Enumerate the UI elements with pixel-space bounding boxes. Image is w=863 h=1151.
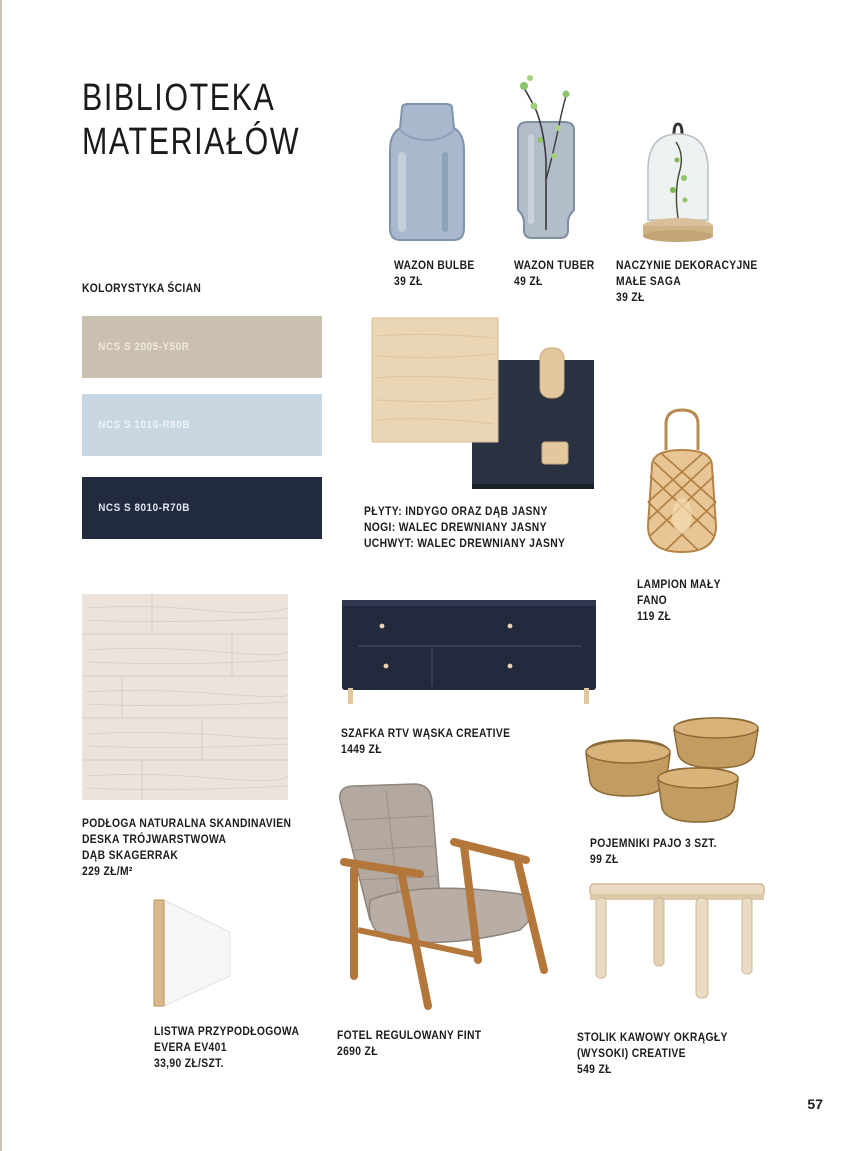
dish-saga-image — [640, 120, 716, 245]
vase-bulbe-caption — [394, 257, 475, 289]
page-title-line2: MATERIAŁÓW — [82, 121, 301, 163]
dish-saga-line1: NACZYNIE DEKORACYJNE — [616, 258, 758, 272]
armchair-name: FOTEL REGULOWANY FINT — [337, 1028, 482, 1042]
vase-tuber-image — [506, 70, 586, 245]
coffee-table-image — [586, 880, 768, 1004]
wall-swatch-1-code: NCS S 2005-Y50R — [98, 341, 190, 353]
boards-line3: UCHWYT: WALEC DREWNIANY JASNY — [364, 536, 566, 550]
floor-line3: DĄB SKAGERRAK — [82, 848, 179, 862]
lantern-fano-line1: LAMPION MAŁY — [637, 577, 721, 591]
baskets-pajo-caption — [590, 835, 717, 867]
coffee-table-price: 549 ZŁ — [577, 1062, 612, 1076]
material-boards-image — [368, 316, 600, 492]
page-title — [82, 76, 300, 164]
tv-cabinet-image — [336, 594, 602, 710]
wall-swatch-3-code: NCS S 8010-R70B — [98, 502, 190, 514]
dish-saga-line2: MAŁE SAGA — [616, 274, 682, 288]
page-title-line1: BIBLIOTEKA — [82, 77, 276, 119]
wall-swatch-2-code: NCS S 1010-R80B — [98, 419, 190, 431]
lantern-fano-line2: FANO — [637, 593, 668, 607]
vase-bulbe-name: WAZON BULBE — [394, 258, 475, 272]
floor-line2: DESKA TRÓJWARSTWOWA — [82, 832, 227, 846]
wall-swatch-2 — [82, 394, 322, 456]
tv-cabinet-name: SZAFKA RTV WĄSKA CREATIVE — [341, 726, 511, 740]
skirting-price: 33,90 ZŁ/SZT. — [154, 1056, 224, 1070]
skirting-image — [150, 896, 234, 1008]
boards-caption — [364, 503, 565, 551]
floor-line1: PODŁOGA NATURALNA SKANDINAVIEN — [82, 816, 292, 830]
armchair-image — [330, 780, 550, 1012]
armchair-price: 2690 ZŁ — [337, 1044, 378, 1058]
baskets-pajo-image — [582, 712, 762, 828]
vase-tuber-caption — [514, 257, 595, 289]
floor-sample-image — [82, 594, 288, 800]
armchair-caption — [337, 1027, 481, 1059]
skirting-line2: EVERA EV401 — [154, 1040, 227, 1054]
wall-swatch-1 — [82, 316, 322, 378]
dish-saga-caption — [616, 257, 758, 305]
lantern-fano-caption — [637, 576, 721, 624]
baskets-pajo-price: 99 ZŁ — [590, 852, 619, 866]
vase-tuber-price: 49 ZŁ — [514, 274, 543, 288]
baskets-pajo-name: POJEMNIKI PAJO 3 SZT. — [590, 836, 717, 850]
wall-swatch-3 — [82, 477, 322, 539]
boards-line2: NOGI: WALEC DREWNIANY JASNY — [364, 520, 547, 534]
tv-cabinet-caption — [341, 725, 510, 757]
tv-cabinet-price: 1449 ZŁ — [341, 742, 382, 756]
dish-saga-price: 39 ZŁ — [616, 290, 645, 304]
wall-colors-label: KOLORYSTYKA ŚCIAN — [82, 281, 202, 295]
lantern-fano-price: 119 ZŁ — [637, 609, 672, 623]
skirting-line1: LISTWA PRZYPODŁOGOWA — [154, 1024, 300, 1038]
vase-bulbe-image — [384, 100, 470, 245]
floor-price: 229 ZŁ/M² — [82, 864, 133, 878]
boards-line1: PŁYTY: INDYGO ORAZ DĄB JASNY — [364, 504, 548, 518]
lantern-fano-image — [640, 406, 724, 558]
coffee-table-line1: STOLIK KAWOWY OKRĄGŁY — [577, 1030, 728, 1044]
skirting-caption — [154, 1023, 299, 1071]
vase-tuber-name: WAZON TUBER — [514, 258, 595, 272]
page-edge — [0, 0, 2, 1151]
coffee-table-line2: (WYSOKI) CREATIVE — [577, 1046, 686, 1060]
vase-bulbe-price: 39 ZŁ — [394, 274, 423, 288]
page-number: 57 — [807, 1096, 823, 1112]
floor-caption — [82, 815, 291, 879]
coffee-table-caption — [577, 1029, 728, 1077]
